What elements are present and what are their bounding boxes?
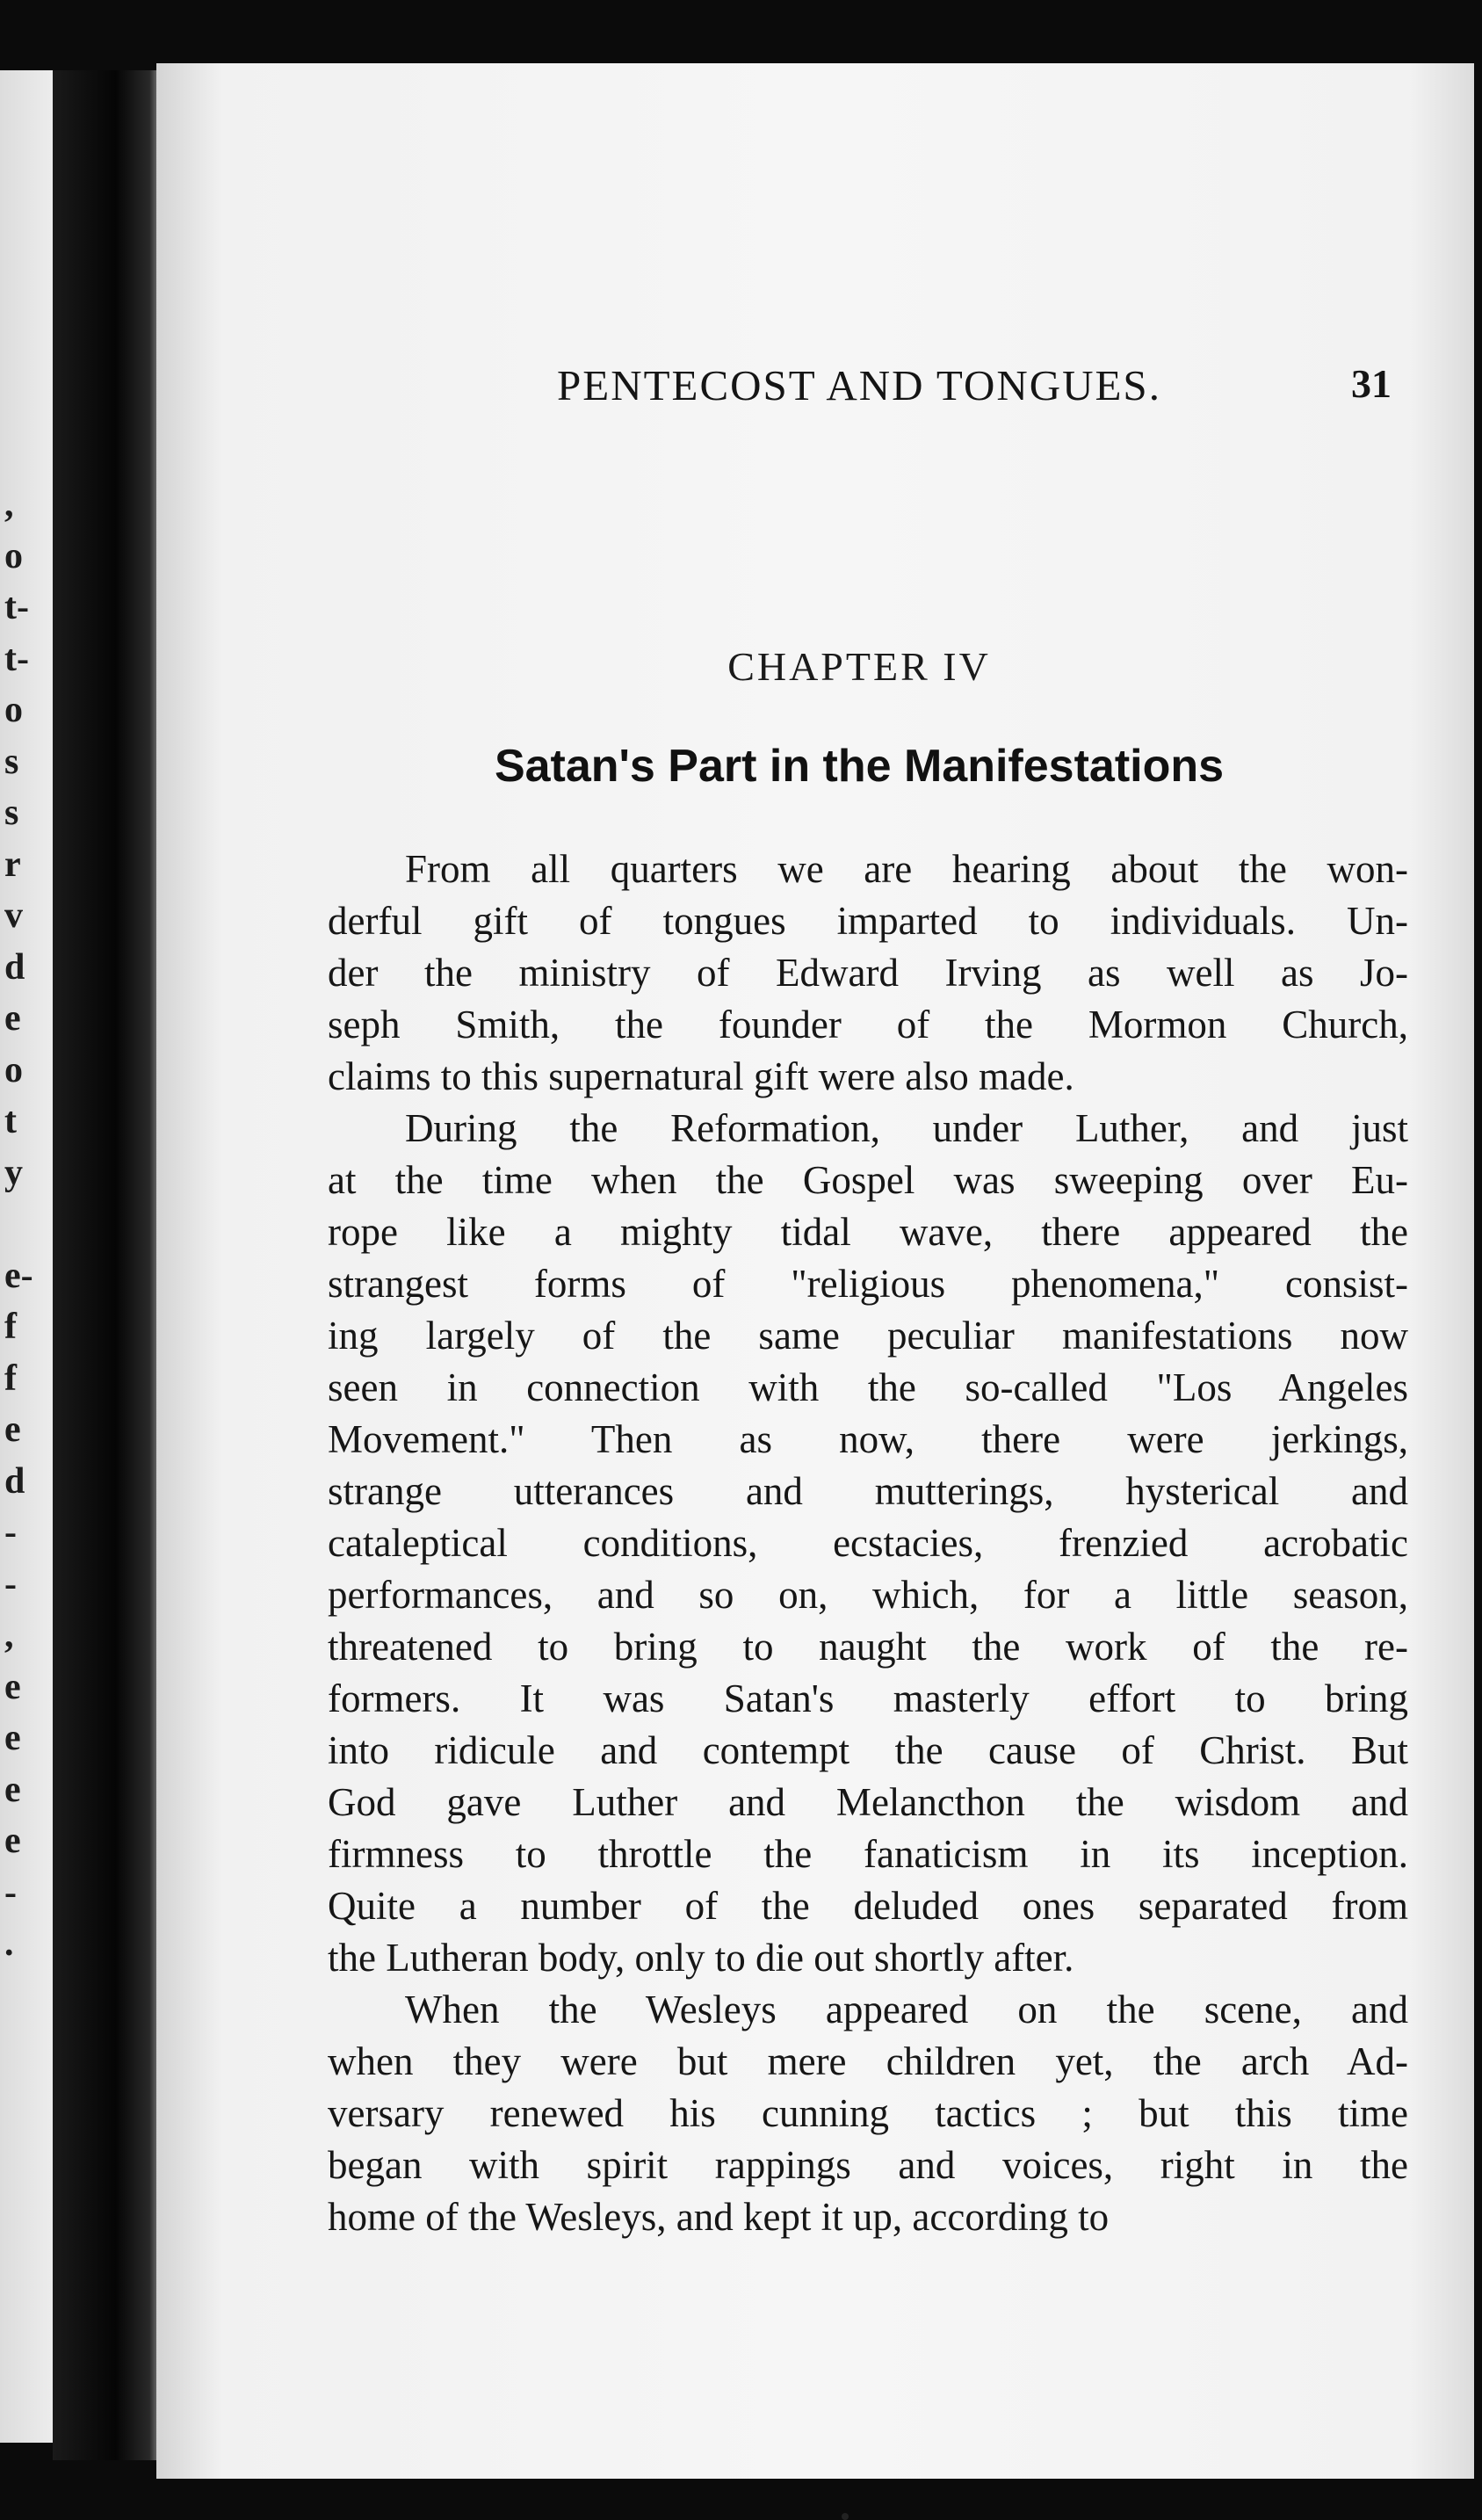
fragment-char: v <box>4 895 23 936</box>
fragment-char: o <box>4 1049 23 1090</box>
text-line: when they were but mere children yet, the arch Ad- <box>328 2039 1408 2083</box>
fragment-char: t- <box>4 638 29 679</box>
fragment-char: e <box>4 1409 21 1450</box>
fragment-char: e- <box>4 1255 33 1296</box>
fragment-char: r <box>4 844 21 885</box>
book-page <box>156 63 1474 2479</box>
fragment-char: t <box>4 1101 17 1141</box>
fragment-char <box>4 1198 22 1250</box>
fragment-char: s <box>4 741 19 782</box>
chapter-label: CHAPTER IV <box>727 644 991 689</box>
fragment-char: , <box>4 1615 14 1655</box>
text-line: began with spirit rappings and voices, right in the <box>328 2143 1408 2187</box>
text-line: der the ministry of Edward Irving as well as Jo- <box>328 951 1408 995</box>
fragment-char: e <box>4 1769 21 1810</box>
text-line: derful gift of tongues imparted to individuals. Un- <box>328 899 1408 943</box>
text-line: home of the Wesleys, and kept it up, according to <box>328 2195 1110 2239</box>
text-line: When the Wesleys appeared on the scene, and <box>405 1988 1408 2031</box>
fragment-char: f <box>4 1358 17 1399</box>
fragment-char: . <box>4 1923 14 1964</box>
fragment-char: o <box>4 535 23 576</box>
fragment-char: - <box>4 1872 17 1913</box>
fragment-char: d <box>4 1460 25 1502</box>
text-line: strange utterances and mutterings, hysterical and <box>328 1469 1408 1513</box>
fragment-char: , <box>4 484 14 525</box>
text-line: Movement." Then as now, there were jerkings, <box>328 1417 1408 1461</box>
text-line: rope like a mighty tidal wave, there appeared the <box>328 1210 1408 1254</box>
text-line: performances, and so on, which, for a little season, <box>328 1573 1408 1617</box>
chapter-title: Satan's Part in the Manifestations <box>494 741 1225 792</box>
body-text <box>328 844 1408 2243</box>
fragment-char: t- <box>4 587 29 627</box>
previous-page-fragments <box>4 479 33 1970</box>
fragment-char: - <box>4 1563 17 1604</box>
text-line: threatened to bring to naught the work of the re- <box>328 1625 1408 1669</box>
fragment-char: e <box>4 1821 21 1861</box>
text-line: During the Reformation, under Luther, and just <box>405 1106 1408 1150</box>
text-line: ing largely of the same peculiar manifestations now <box>328 1314 1408 1358</box>
print-speck <box>842 2513 849 2520</box>
fragment-char: e <box>4 1666 21 1707</box>
fragment-char: - <box>4 1512 17 1553</box>
text-line: seph Smith, the founder of the Mormon Church, <box>328 1003 1408 1046</box>
text-line: God gave Luther and Melancthon the wisdom and <box>328 1780 1408 1824</box>
text-line: into ridicule and contempt the cause of Christ. But <box>328 1728 1408 1772</box>
fragment-char: e <box>4 1718 21 1758</box>
fragment-char: y <box>4 1152 23 1193</box>
book-gutter <box>53 70 167 2460</box>
text-line: at the time when the Gospel was sweeping over Eu- <box>328 1158 1408 1202</box>
text-line: claims to this supernatural gift were also made. <box>328 1054 1074 1098</box>
fragment-char: o <box>4 690 23 730</box>
text-line: seen in connection with the so-called "Los Angeles <box>328 1365 1408 1409</box>
text-line: firmness to throttle the fanaticism in its inception. <box>328 1832 1408 1876</box>
running-title: PENTECOST AND TONGUES. <box>557 361 1161 409</box>
fragment-char: e <box>4 998 21 1039</box>
text-line: versary renewed his cunning tactics ; but this time <box>328 2091 1408 2135</box>
text-line: the Lutheran body, only to die out shortly after. <box>328 1936 1074 1980</box>
text-line: Quite a number of the deluded ones separated from <box>328 1884 1408 1928</box>
text-line: From all quarters we are hearing about the won- <box>405 847 1408 891</box>
page-number: 31 <box>1351 361 1392 406</box>
fragment-char: s <box>4 793 19 833</box>
text-line: formers. It was Satan's masterly effort to bring <box>328 1676 1408 1720</box>
text-line: strangest forms of "religious phenomena," consist- <box>328 1262 1408 1306</box>
fragment-char: d <box>4 946 25 988</box>
text-line: cataleptical conditions, ecstacies, frenzied acrobatic <box>328 1521 1408 1565</box>
fragment-char: f <box>4 1307 17 1347</box>
